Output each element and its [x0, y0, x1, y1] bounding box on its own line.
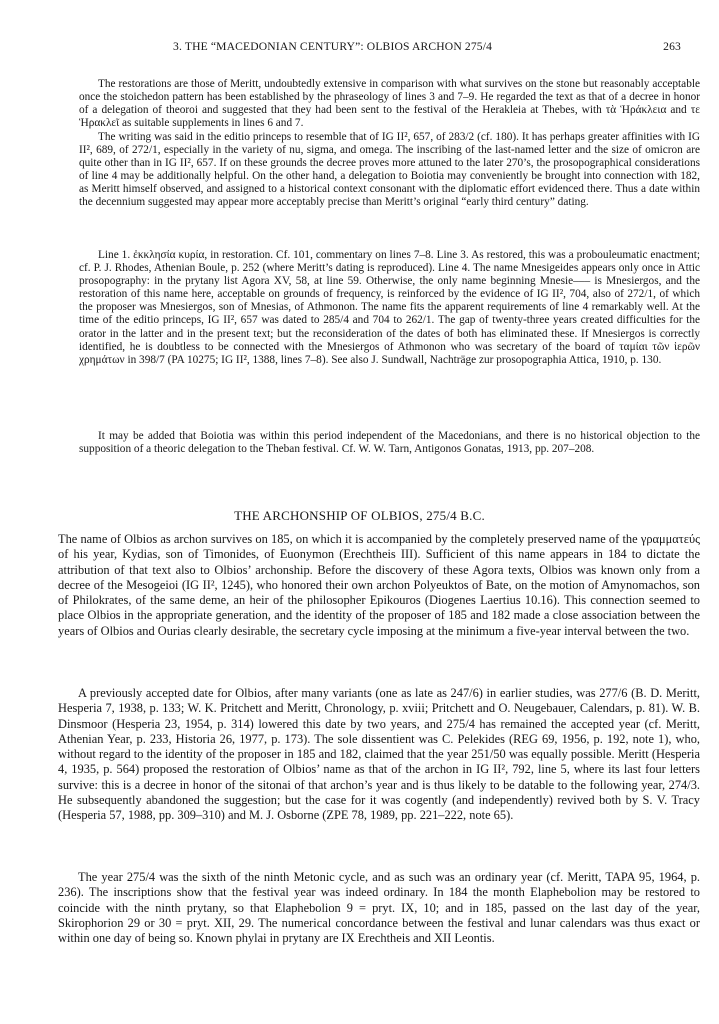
section-heading: THE ARCHONSHIP OF OLBIOS, 275/4 B.C. — [234, 508, 485, 523]
note-paragraph-restorations: The restorations are those of Meritt, undoubtedly extensive in comparison with what survives on the stone but reasonably acceptable once the stoichedon pattern has been established by the phraseology of lines 3 and 7–9. He regarded the text as that of a decree in honor of a delegation of theoroi and suggested that they had been sent to the festival of the Herakleia at Thebes, with τὰ Ἡράκλεια and τε Ἡρακλεῖ as suitable supplements in lines 6 and 7. — [79, 78, 700, 130]
body-paragraph-olbios-name: The name of Olbios as archon survives on 185, on which it is accompanied by the completely preserved name of the γραμματεύς of his year, Kydias, son of Timonides, of Euonymon (Erechtheis III). Sufficient of this name appears in 184 to dictate the attribution of that text also to Olbios’ archonship. Before the discovery of these Agora texts, Olbios was known only from a decree of the Mesogeioi (IG II², 1245), who honored their own archon Polyeuktos of Bate, on the motion of Amynomachos, son of Philokrates, of the same deme, an heir of the philosopher Epikouros (Diogenes Laertius 10.16). This connection seemed to place Olbios in the appropriate generation, and the identity of the proposer of 185 and 182 made a close association between the years of Olbios and Ourias clearly desirable, the secretary cycle imposing at the minimum a five-year interval between the two. — [58, 532, 700, 638]
running-header — [78, 40, 681, 56]
running-head-title: 3. THE “MACEDONIAN CENTURY”: OLBIOS ARCHON 275/4 — [173, 40, 493, 53]
body-paragraph-dating: A previously accepted date for Olbios, after many variants (one as late as 247/6) in earlier studies, was 277/6 (B. D. Meritt, Hesperia 7, 1938, p. 133; W. K. Pritchett and Meritt, Chronology, p. xviii; Pritchett and O. Neugebauer, Calendars, p. 81). W. B. Dinsmoor (Hesperia 23, 1954, p. 314) lowered this date by two years, and 275/4 has remained the accepted year (cf. Meritt, Athenian Year, p. 233, Historia 26, 1977, p. 173). The sole dissentient was C. Pelekides (REG 69, 1956, p. 192, note 1), who, without regard to the identity of the proposer in 185 and 182, claimed that the year 251/50 was equally possible. Meritt (Hesperia 4, 1935, p. 564) proposed the restoration of Olbios’ name as that of the archon in IG II², 792, line 5, where its last four letters survive: this is a decree in honor of the sitonai of that archon’s year and is thus likely to be datable to the following year, 274/3. He subsequently abandoned the suggestion; but the case for it was cogently (and independently) revived both by S. V. Tracy (Hesperia 57, 1988, pp. 309–310) and M. J. Osborne (ZPE 78, 1989, pp. 221–222, note 65). — [58, 686, 700, 823]
note-paragraph-line-commentary: Line 1. ἐκκλησία κυρία, in restoration. Cf. 101, commentary on lines 7–8. Line 3. As restored, this was a probouleumatic enactment; cf. P. J. Rhodes, Athenian Boule, p. 252 (where Meritt’s dating is reproduced). Line 4. The name Mnesigeides appears only once in Attic prosopography: in the prytany list Agora XV, 58, at line 59. Otherwise, the only name beginning Mnesie––– is Mnesiergos, and the restoration of this name here, acceptable on grounds of frequency, is reinforced by the evidence of IG II², 704, also of 272/1, of which the proposer was Mnesiergos, son of Mnesias, of Athmonon. The name fits the apparent requirements of line 4 remarkably well. At the time of the editio princeps, IG II², 657 was dated to 285/4 and 704 to 262/1. The gap of twenty-three years created difficulties for the orator in the latter and in the present text; but the reconsideration of the dates of both has eliminated these. If Mnesiergos is correctly identified, he is doubtless to be connected with the Mnesiergos of Athmonon who was secretary of the board of ταμίαι τῶν ἱερῶν χρημάτων in 398/7 (PA 10275; IG II², 1388, lines 7–8). See also J. Sundwall, Nachträge zur prosopographia Attica, 1910, p. 130. — [79, 249, 700, 366]
page-number: 263 — [663, 40, 681, 53]
body-paragraph-metonic-cycle: The year 275/4 was the sixth of the ninth Metonic cycle, and as such was an ordinary year (cf. Meritt, TAPA 95, 1964, p. 236). The inscriptions show that the festival year was indeed ordinary. In 184 the month Elaphebolion may be restored to coincide with the ninth prytany, so that Elaphebolion 9 = pryt. IX, 10; and in 185, passed on the last day of the year, Skirophorion 29 or 30 = pryt. XII, 29. The numerical concordance between the festival and lunar calendars was thus exact or within one day of being so. Known phylai in prytany are IX Erechtheis and XII Leontis. — [58, 870, 700, 946]
note-paragraph-boiotia: It may be added that Boiotia was within this period independent of the Macedonians, and there is no historical objection to the supposition of a theoric delegation to the Theban festival. Cf. W. W. Tarn, Antigonos Gonatas, 1913, pp. 207–208. — [79, 430, 700, 456]
note-paragraph-writing: The writing was said in the editio princeps to resemble that of IG II², 657, of 283/2 (cf. 180). It has perhaps greater affinities with IG II², 689, of 272/1, especially in the variety of nu, sigma, and omega. The inscribing of the last-named letter and the size of omicron are quite other than in IG II², 657. If on these grounds the decree proves more attuned to the later 270’s, the prosopographical considerations of line 4 may be additionally helpful. On the other hand, a delegation to Boiotia may conveniently be brought into connection with 182, as Meritt himself observed, and assigned to a historical context consonant with the diplomatic effort evidenced there. Thus a date within the decennium suggested may appear more acceptably precise than Meritt’s original “early third century” dating. — [79, 131, 700, 209]
